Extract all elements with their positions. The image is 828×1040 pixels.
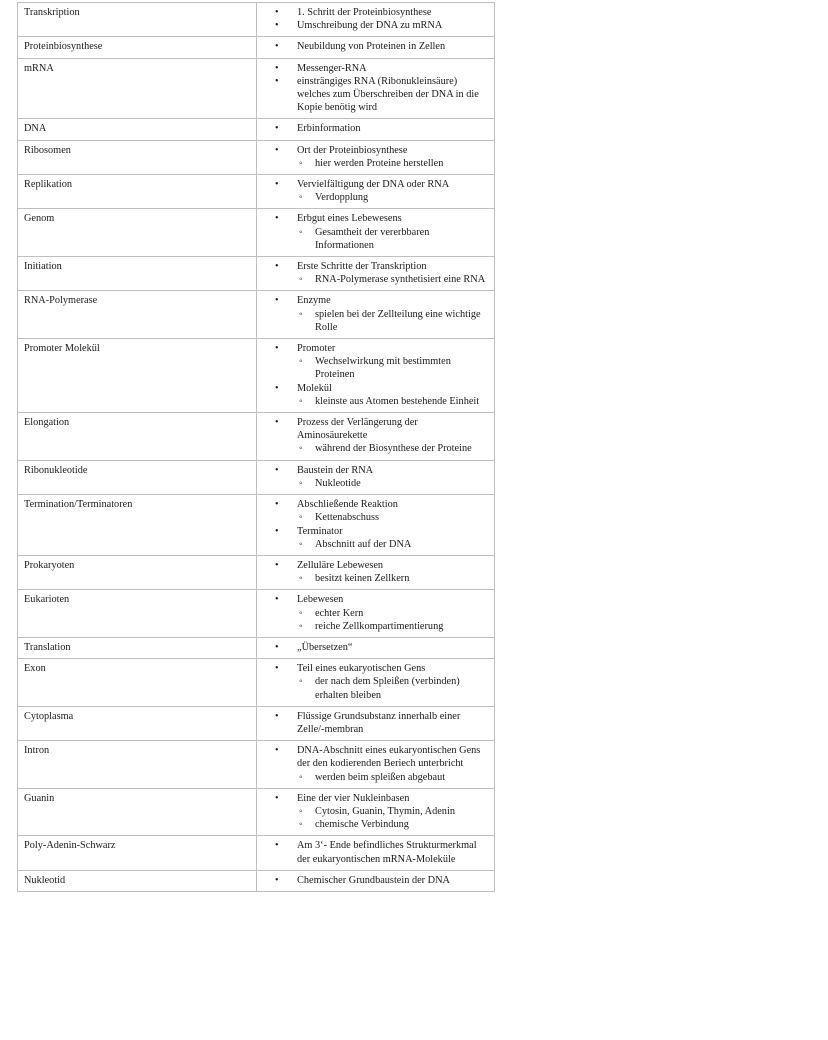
definition-list xyxy=(273,839,490,865)
term-text: Nukleotid xyxy=(24,874,66,886)
definition-bullet xyxy=(273,464,490,490)
table-row xyxy=(18,257,495,291)
term-text: Ribosomen xyxy=(24,144,71,156)
definition-bullet xyxy=(273,40,490,53)
sub-bullet: ◦ Wechselwirkung mit bestimmten Proteinen xyxy=(297,355,490,381)
term-cell xyxy=(18,339,257,413)
term-text: Guanin xyxy=(24,792,55,804)
term-text: Promoter Molekül xyxy=(24,343,100,355)
definition-cell xyxy=(257,37,495,58)
definition-cell xyxy=(257,460,495,494)
sub-bullet: ◦ echter Kern xyxy=(297,607,490,620)
sub-list xyxy=(297,308,490,334)
term-text: Proteinbiosynthese xyxy=(24,41,103,53)
sub-list xyxy=(297,273,490,286)
definition-list xyxy=(273,62,490,115)
sub-bullet: ◦ chemische Verbindung xyxy=(297,818,490,831)
sub-list xyxy=(297,477,490,490)
definition-bullet xyxy=(273,525,490,551)
term-cell xyxy=(18,175,257,209)
definition-bullet xyxy=(273,294,490,334)
bullet-text: Eine der vier Nukleinbasen xyxy=(297,792,410,804)
sub-bullet: ◦ werden beim spleißen abgebaut xyxy=(297,771,490,784)
definition-list xyxy=(273,6,490,32)
table-row xyxy=(18,119,495,140)
definition-cell xyxy=(257,257,495,291)
glossary-body xyxy=(18,3,495,892)
definition-list xyxy=(273,792,490,832)
definition-list xyxy=(273,641,490,654)
term-text: Prokaryoten xyxy=(24,559,75,571)
definition-cell xyxy=(257,175,495,209)
definition-cell xyxy=(257,741,495,789)
term-cell xyxy=(18,659,257,707)
definition-list xyxy=(273,212,490,252)
table-row xyxy=(18,175,495,209)
definition-bullet xyxy=(273,839,490,865)
sub-bullet: ◦ kleinste aus Atomen bestehende Einheit xyxy=(297,395,490,408)
term-cell xyxy=(18,590,257,638)
definition-cell xyxy=(257,413,495,461)
term-text: Elongation xyxy=(24,417,70,429)
table-row xyxy=(18,555,495,589)
definition-bullet xyxy=(273,416,490,456)
term-text: Cytoplasma xyxy=(24,710,74,722)
bullet-text: Erbinformation xyxy=(297,123,361,135)
table-row xyxy=(18,495,495,556)
definition-list xyxy=(273,342,490,408)
table-row xyxy=(18,870,495,891)
definition-list xyxy=(273,294,490,334)
table-row xyxy=(18,140,495,174)
definition-bullet xyxy=(273,593,490,633)
table-row xyxy=(18,413,495,461)
bullet-text: Promoter xyxy=(297,343,336,355)
bullet-text: Vervielfältigung der DNA oder RNA xyxy=(297,179,450,191)
term-cell xyxy=(18,495,257,556)
bullet-text: Zelluläre Lebewesen xyxy=(297,559,384,571)
definition-cell xyxy=(257,788,495,836)
sub-list xyxy=(297,395,490,408)
definition-cell xyxy=(257,495,495,556)
definition-list xyxy=(273,416,490,456)
bullet-text: Lebewesen xyxy=(297,594,344,606)
definition-cell xyxy=(257,3,495,37)
definition-bullet xyxy=(273,6,490,19)
sub-bullet: ◦ Gesamtheit der vererbbaren Informationen xyxy=(297,226,490,252)
sub-bullet: ◦ Abschnitt auf der DNA xyxy=(297,538,490,551)
glossary-sheet xyxy=(17,2,497,892)
term-text: Replikation xyxy=(24,179,73,191)
sub-list xyxy=(297,572,490,585)
bullet-text: Baustein der RNA xyxy=(297,464,374,476)
sub-bullet: ◦ Cytosin, Guanin, Thymin, Adenin xyxy=(297,805,490,818)
term-cell xyxy=(18,37,257,58)
sub-bullet: ◦ während der Biosynthese der Proteine xyxy=(297,442,490,455)
term-cell xyxy=(18,870,257,891)
bullet-text: Umschreibung der DNA zu mRNA xyxy=(297,20,443,32)
sub-list xyxy=(297,191,490,204)
bullet-text: „Übersetzen“ xyxy=(297,641,353,653)
sub-list xyxy=(297,675,490,701)
definition-bullet xyxy=(273,75,490,115)
sub-list xyxy=(297,538,490,551)
term-text: Transkription xyxy=(24,7,80,18)
definition-list xyxy=(273,178,490,204)
bullet-text: Prozess der Verlängerung der Aminosäurekette xyxy=(297,417,418,442)
table-row xyxy=(18,291,495,339)
definition-cell xyxy=(257,637,495,658)
bullet-text: Chemischer Grundbaustein der DNA xyxy=(297,874,450,886)
term-text: mRNA xyxy=(24,62,54,74)
definition-cell xyxy=(257,555,495,589)
sub-bullet: ◦ Kettenabschuss xyxy=(297,511,490,524)
sub-bullet: ◦ Verdopplung xyxy=(297,191,490,204)
term-cell xyxy=(18,788,257,836)
glossary-table xyxy=(17,2,495,892)
term-cell xyxy=(18,3,257,37)
definition-list xyxy=(273,559,490,585)
definition-list xyxy=(273,710,490,736)
definition-list xyxy=(273,464,490,490)
sub-list xyxy=(297,226,490,252)
definition-bullet xyxy=(273,342,490,382)
sub-list xyxy=(297,771,490,784)
sub-list xyxy=(297,607,490,633)
table-row xyxy=(18,836,495,870)
definition-bullet xyxy=(273,178,490,204)
definition-list xyxy=(273,260,490,286)
definition-cell xyxy=(257,291,495,339)
term-cell xyxy=(18,209,257,257)
definition-list xyxy=(273,593,490,633)
table-row xyxy=(18,3,495,37)
bullet-text: einsträngiges RNA (Ribonukleinsäure) welches zum Überschreiben der DNA in die Kopie benötig wird xyxy=(297,75,479,114)
definition-cell xyxy=(257,590,495,638)
term-text: DNA xyxy=(24,123,47,135)
term-cell xyxy=(18,706,257,740)
definition-cell xyxy=(257,836,495,870)
term-cell xyxy=(18,460,257,494)
definition-bullet xyxy=(273,144,490,170)
sub-list xyxy=(297,805,490,831)
term-cell xyxy=(18,637,257,658)
definition-list xyxy=(273,744,490,784)
table-row xyxy=(18,637,495,658)
sub-bullet: ◦ reiche Zellkompartimentierung xyxy=(297,620,490,633)
bullet-text: DNA-Abschnitt eines eukaryontischen Gens der den kodierenden Beriech unterbricht xyxy=(297,745,481,770)
definition-list xyxy=(273,662,490,702)
bullet-text: Erste Schritte der Transkription xyxy=(297,261,427,273)
sub-list xyxy=(297,442,490,455)
table-row xyxy=(18,706,495,740)
definition-list xyxy=(273,40,490,53)
definition-bullet xyxy=(273,62,490,75)
definition-bullet xyxy=(273,212,490,252)
definition-bullet xyxy=(273,122,490,135)
definition-bullet xyxy=(273,498,490,524)
definition-list xyxy=(273,122,490,135)
definition-list xyxy=(273,144,490,170)
table-row xyxy=(18,460,495,494)
term-cell xyxy=(18,836,257,870)
term-cell xyxy=(18,555,257,589)
definition-cell xyxy=(257,58,495,119)
definition-bullet xyxy=(273,792,490,832)
definition-cell xyxy=(257,706,495,740)
definition-bullet xyxy=(273,874,490,887)
sub-list xyxy=(297,355,490,381)
definition-list xyxy=(273,498,490,551)
bullet-text: Messenger-RNA xyxy=(297,62,367,74)
term-text: Exon xyxy=(24,663,46,675)
definition-cell xyxy=(257,140,495,174)
definition-bullet xyxy=(273,19,490,32)
definition-bullet xyxy=(273,260,490,286)
term-cell xyxy=(18,58,257,119)
sub-bullet: ◦ besitzt keinen Zellkern xyxy=(297,572,490,585)
term-text: Intron xyxy=(24,745,50,757)
term-text: Termination/Terminatoren xyxy=(24,499,133,511)
definition-bullet xyxy=(273,662,490,702)
sub-bullet: ◦ RNA-Polymerase synthetisiert eine RNA xyxy=(297,273,490,286)
sub-bullet: ◦ spielen bei der Zellteilung eine wichtige Rolle xyxy=(297,308,490,334)
sub-bullet: ◦ der nach dem Spleißen (verbinden) erhalten bleiben xyxy=(297,675,490,701)
sub-bullet: ◦ hier werden Proteine herstellen xyxy=(297,157,490,170)
sub-list xyxy=(297,157,490,170)
term-text: Translation xyxy=(24,641,71,653)
bullet-text: Teil eines eukaryotischen Gens xyxy=(297,663,426,675)
term-text: Initiation xyxy=(24,261,62,273)
term-cell xyxy=(18,119,257,140)
table-row xyxy=(18,37,495,58)
table-row xyxy=(18,788,495,836)
table-row xyxy=(18,209,495,257)
definition-cell xyxy=(257,870,495,891)
term-text: Ribonukleotide xyxy=(24,464,88,476)
bullet-text: Am 3‘- Ende befindliches Strukturmerkmal der eukaryontischen mRNA-Moleküle xyxy=(297,840,477,865)
term-cell xyxy=(18,257,257,291)
term-text: Eukarioten xyxy=(24,594,70,606)
bullet-text: Abschließende Reaktion xyxy=(297,499,398,511)
definition-list xyxy=(273,874,490,887)
definition-bullet xyxy=(273,744,490,784)
table-row xyxy=(18,339,495,413)
term-cell xyxy=(18,140,257,174)
sub-list xyxy=(297,511,490,524)
term-text: Poly-Adenin-Schwarz xyxy=(24,840,116,852)
definition-bullet xyxy=(273,641,490,654)
definition-bullet xyxy=(273,382,490,408)
definition-bullet xyxy=(273,710,490,736)
sub-bullet: ◦ Nukleotide xyxy=(297,477,490,490)
definition-cell xyxy=(257,659,495,707)
bullet-text: Ort der Proteinbiosynthese xyxy=(297,144,408,156)
table-row xyxy=(18,659,495,707)
table-row xyxy=(18,590,495,638)
definition-cell xyxy=(257,209,495,257)
term-cell xyxy=(18,291,257,339)
bullet-text: Neubildung von Proteinen in Zellen xyxy=(297,41,446,53)
bullet-text: Enzyme xyxy=(297,295,331,307)
term-text: Genom xyxy=(24,213,55,225)
term-text: RNA-Polymerase xyxy=(24,295,98,307)
bullet-text: Terminator xyxy=(297,525,343,537)
bullet-text: 1. Schritt der Proteinbiosynthese xyxy=(297,7,432,18)
definition-bullet xyxy=(273,559,490,585)
bullet-text: Molekül xyxy=(297,382,332,394)
term-cell xyxy=(18,413,257,461)
bullet-text: Erbgut eines Lebewesens xyxy=(297,213,402,225)
definition-cell xyxy=(257,339,495,413)
definition-cell xyxy=(257,119,495,140)
term-cell xyxy=(18,741,257,789)
table-row xyxy=(18,58,495,119)
table-row xyxy=(18,741,495,789)
bullet-text: Flüssige Grundsubstanz innerhalb einer Zelle/-membran xyxy=(297,710,461,735)
